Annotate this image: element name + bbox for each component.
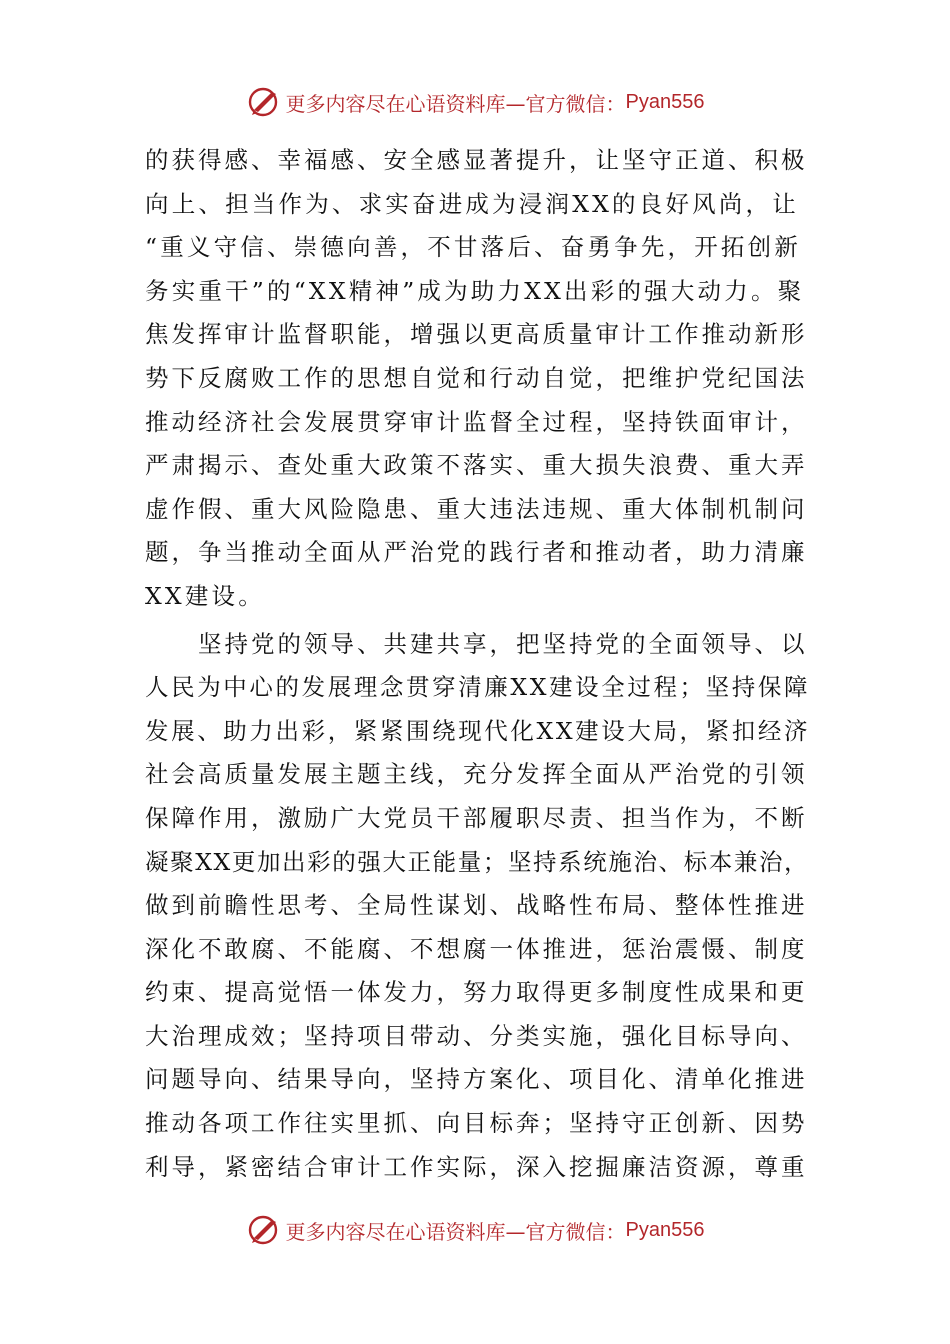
- body-line: 势下反腐败工作的思想自觉和行动自觉，把维护党纪国法: [145, 363, 808, 392]
- body-line: XX建设。: [145, 581, 265, 610]
- body-line: 社会高质量发展主题主线，充分发挥全面从严治党的引领: [145, 760, 808, 789]
- body-line: 凝聚XX更加出彩的强大正能量；坚持系统施治、标本兼治，: [145, 847, 810, 876]
- footer-watermark: [0, 1210, 950, 1250]
- body-line: 问题导向、结果导向，坚持方案化、项目化、清单化推进: [145, 1065, 808, 1094]
- body-line: 向上、担当作为、求实奋进成为浸润XX的良好风尚，让: [145, 189, 799, 218]
- body-line: 做到前瞻性思考、全局性谋划、战略性布局、整体性推进: [145, 891, 808, 920]
- body-line: 利导，紧密结合审计工作实际，深入挖掘廉洁资源，尊重: [145, 1152, 808, 1181]
- body-line: 深化不敢腐、不能腐、不想腐一体推进，惩治震慑、制度: [145, 934, 808, 963]
- body-line: 焦发挥审计监督职能，增强以更高质量审计工作推动新形: [145, 320, 808, 349]
- watermark-wechat-id: Pyan556: [625, 1218, 705, 1241]
- body-line: 的获得感、幸福感、安全感显著提升，让坚守正道、积极: [145, 146, 808, 174]
- body-line: 推动各项工作往实里抓、向目标奔；坚持守正创新、因势: [145, 1109, 808, 1138]
- header-watermark: [0, 82, 950, 122]
- body-line: “重义守信、崇德向善，不甘落后、奋勇争先，开拓创新: [145, 233, 802, 262]
- body-line: 保障作用，激励广大党员干部履职尽责、担当作为，不断: [145, 803, 808, 832]
- body-line: 严肃揭示、查处重大政策不落实、重大损失浪费、重大弄: [145, 451, 808, 480]
- body-line: 题，争当推动全面从严治党的践行者和推动者，助力清廉: [145, 538, 808, 567]
- body-line: 推动经济社会发展贯穿审计监督全过程，坚持铁面审计，: [145, 407, 808, 436]
- body-line: 虚作假、重大风险隐患、重大违法违规、重大体制机制问: [145, 494, 808, 523]
- body-line: 务实重干”的“XX精神”成为助力XX出彩的强大动力。聚: [145, 276, 805, 305]
- body-line: 大治理成效；坚持项目带动、分类实施，强化目标导向、: [145, 1021, 808, 1050]
- body-line: 约束、提高觉悟一体发力，努力取得更多制度性成果和更: [145, 978, 808, 1007]
- watermark-text: 更多内容尽在心语资料库—官方微信：: [285, 91, 626, 116]
- body-line: 发展、助力出彩，紧紧围绕现代化XX建设大局，紧扣经济: [145, 716, 811, 745]
- document-body: [145, 139, 810, 1189]
- body-line: 坚持党的领导、共建共享，把坚持党的全面领导、以: [145, 629, 808, 658]
- pen-logo-icon: [246, 1212, 282, 1248]
- watermark-text: 更多内容尽在心语资料库—官方微信：: [285, 1219, 626, 1244]
- watermark-wechat-id: Pyan556: [625, 90, 705, 113]
- body-line: 人民为中心的发展理念贯穿清廉XX建设全过程；坚持保障: [145, 673, 811, 702]
- pen-logo-icon: [246, 84, 282, 120]
